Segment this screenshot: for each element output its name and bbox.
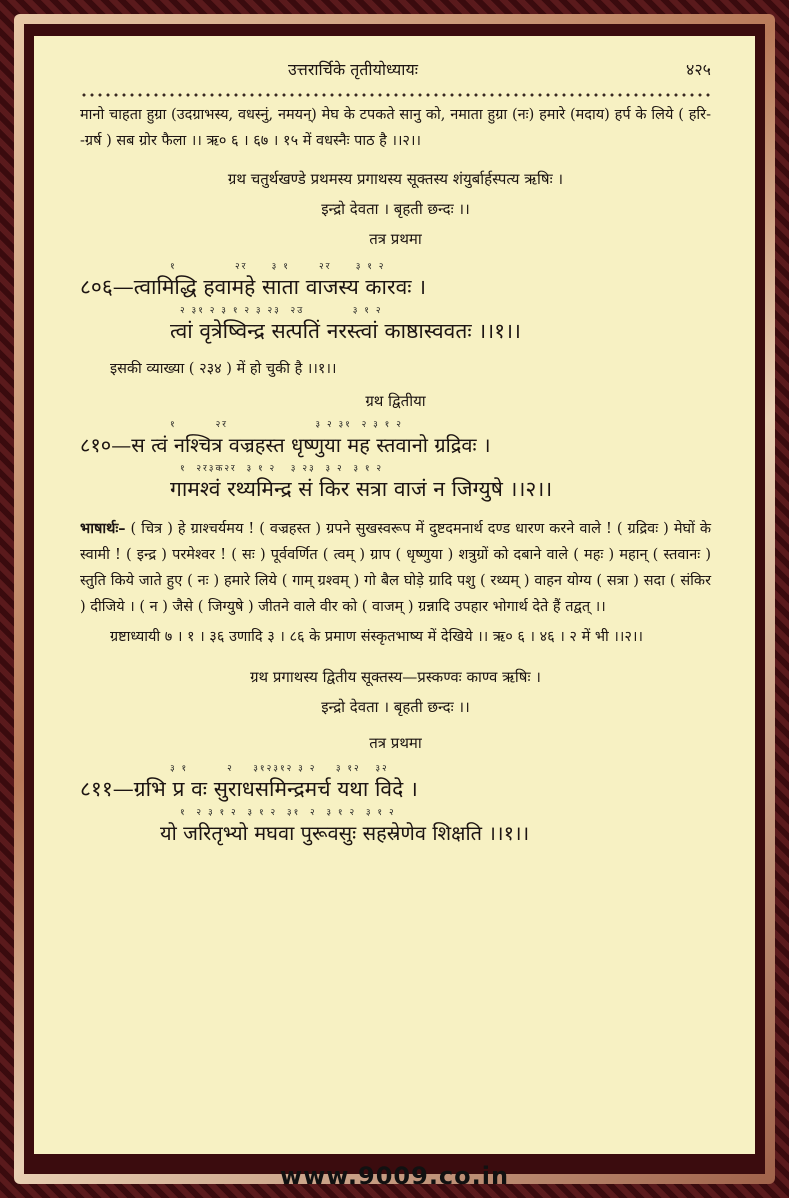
verse811-accent-marks-2: १ २ ३ १ २ ३ १ २ ३१ २ ३ १ २ ३ १ २ xyxy=(180,808,396,818)
verse809-line1: ८०६—त्वामिद्धि हवामहे साता वाजस्य कारवः । xyxy=(80,275,427,299)
verse809-accent-marks-2: २ ३१ २ ३ १ २ ३ २३ २उ ३ १ २ xyxy=(180,306,383,316)
verse809-line2: त्वां वृत्रेष्विन्द्र सत्पतिं नरस्त्वां काष्ठास्ववतः ।।१।। xyxy=(170,319,522,343)
section2-deity: इन्द्रो देवता । बृहती छन्दः ।। xyxy=(321,698,470,716)
section2-first: तत्र प्रथमा xyxy=(369,734,422,752)
verse810-accent-marks-1: १ २र ३ २ ३१ २ ३ १ २ xyxy=(170,420,403,430)
dotted-divider xyxy=(80,92,711,98)
book-page xyxy=(34,36,755,1154)
second-label: ग्रथ द्वितीया xyxy=(365,392,426,410)
section2-heading: ग्रथ प्रगाथस्य द्वितीय सूक्तस्य—प्रस्कण्वः काण्व ऋषिः । xyxy=(250,668,541,686)
verse810-accent-marks-2: १ २र३क२र ३ १ २ ३ २३ ३ २ ३ १ २ xyxy=(180,464,384,474)
verse810-line2: गामश्वं रथ्यमिन्द्र सं किर सत्रा वाजं न जिग्युषे ।।२।। xyxy=(170,477,553,501)
section1-first: तत्र प्रथमा xyxy=(369,230,422,248)
verse810-line1: ८१०—स त्वं नश्चित्र वज्रहस्त धृष्णुया मह स्तवानो ग्रद्रिवः । xyxy=(80,433,491,457)
page-number: ४२५ xyxy=(686,60,711,79)
reference-paragraph: ग्रष्टाध्यायी ७ । १ । ३६ उणादि ३ । ८६ के प्रमाण संस्कृतभाष्य में देखिये ।। ऋ० ६ । ४६ । २ में भी ।।२।। xyxy=(110,629,643,645)
bhavarth-label: भाषार्थः– xyxy=(80,520,126,537)
bhavarth-paragraph xyxy=(80,516,711,620)
verse811-accent-marks-1: ३ १ २ ३१२३१२ ३ २ ३ १२ ३२ xyxy=(170,764,389,774)
verse809-accent-marks-1: १ २र ३ १ २र ३ १ २ xyxy=(170,262,386,272)
bhavarth-text: ( चित्र ) हे ग्राश्चर्यमय ! ( वज्रहस्त ) ग्रपने सुखस्वरूप में दुष्टदमनार्थ दण्ड धारण करने वाले ! ( ग्रद्रिवः ) मेघों के स्वामी ! ( इन्द्र ) परमेश्वर ! ( सः ) पूर्ववर्णित ( त्वम् ) ग्राप ( धृष्णुया ) शत्रुग्रों को दबाने वाले ( महः ) महान् ( स्तवानः ) स्तुति किये जाते हुए ( नः ) हमारे लिये ( गाम् ग्रश्वम् ) गो बैल घोड़े ग्रादि पशु ( रथ्यम् ) वाहन योग्य ( सत्रा ) सदा ( संकिर ) दीजिये । ( न ) जैसे ( जिग्युषे ) जीतने वाले वीर को ( वाजम् ) ग्रन्नादि उपहार भोगार्थ देते हैं तद्वत् ।। xyxy=(80,521,711,615)
page-header xyxy=(80,58,711,80)
website-footer: www.9009.co.in xyxy=(279,1162,510,1190)
section1-heading: ग्रथ चतुर्थखण्डे प्रथमस्य प्रगाथस्य सूक्तस्य शंयुर्बार्हस्पत्य ऋषिः । xyxy=(227,170,564,188)
verse809-note: इसकी व्याख्या ( २३४ ) में हो चुकी है ।।१।। xyxy=(110,361,337,377)
verse811-line1: ८११—ग्रभि प्र वः सुराधसमिन्द्रमर्च यथा विदे । xyxy=(80,777,418,801)
section1-deity: इन्द्रो देवता । बृहती छन्दः ।। xyxy=(321,200,470,218)
chapter-title: उत्तरार्चिके तृतीयोध्यायः xyxy=(288,60,418,79)
intro-paragraph: मानो चाहता हुग्रा (उदग्राभस्य, वधस्नुं, नमयन्) मेघ के टपकते सानु को, नमाता हुग्रा (नः) हमारे (मदाय) हर्प के लिये ( हरि--ग्रर्ष ) सब ग्रोर फैला ।। ऋ० ६ । ६७ । १५ में वधस्नैः पाठ है ।।२।। xyxy=(80,107,711,149)
verse811-line2: यो जरितृभ्यो मघवा पुरूवसुः सहस्रेणेव शिक्षति ।।१।। xyxy=(160,821,530,845)
